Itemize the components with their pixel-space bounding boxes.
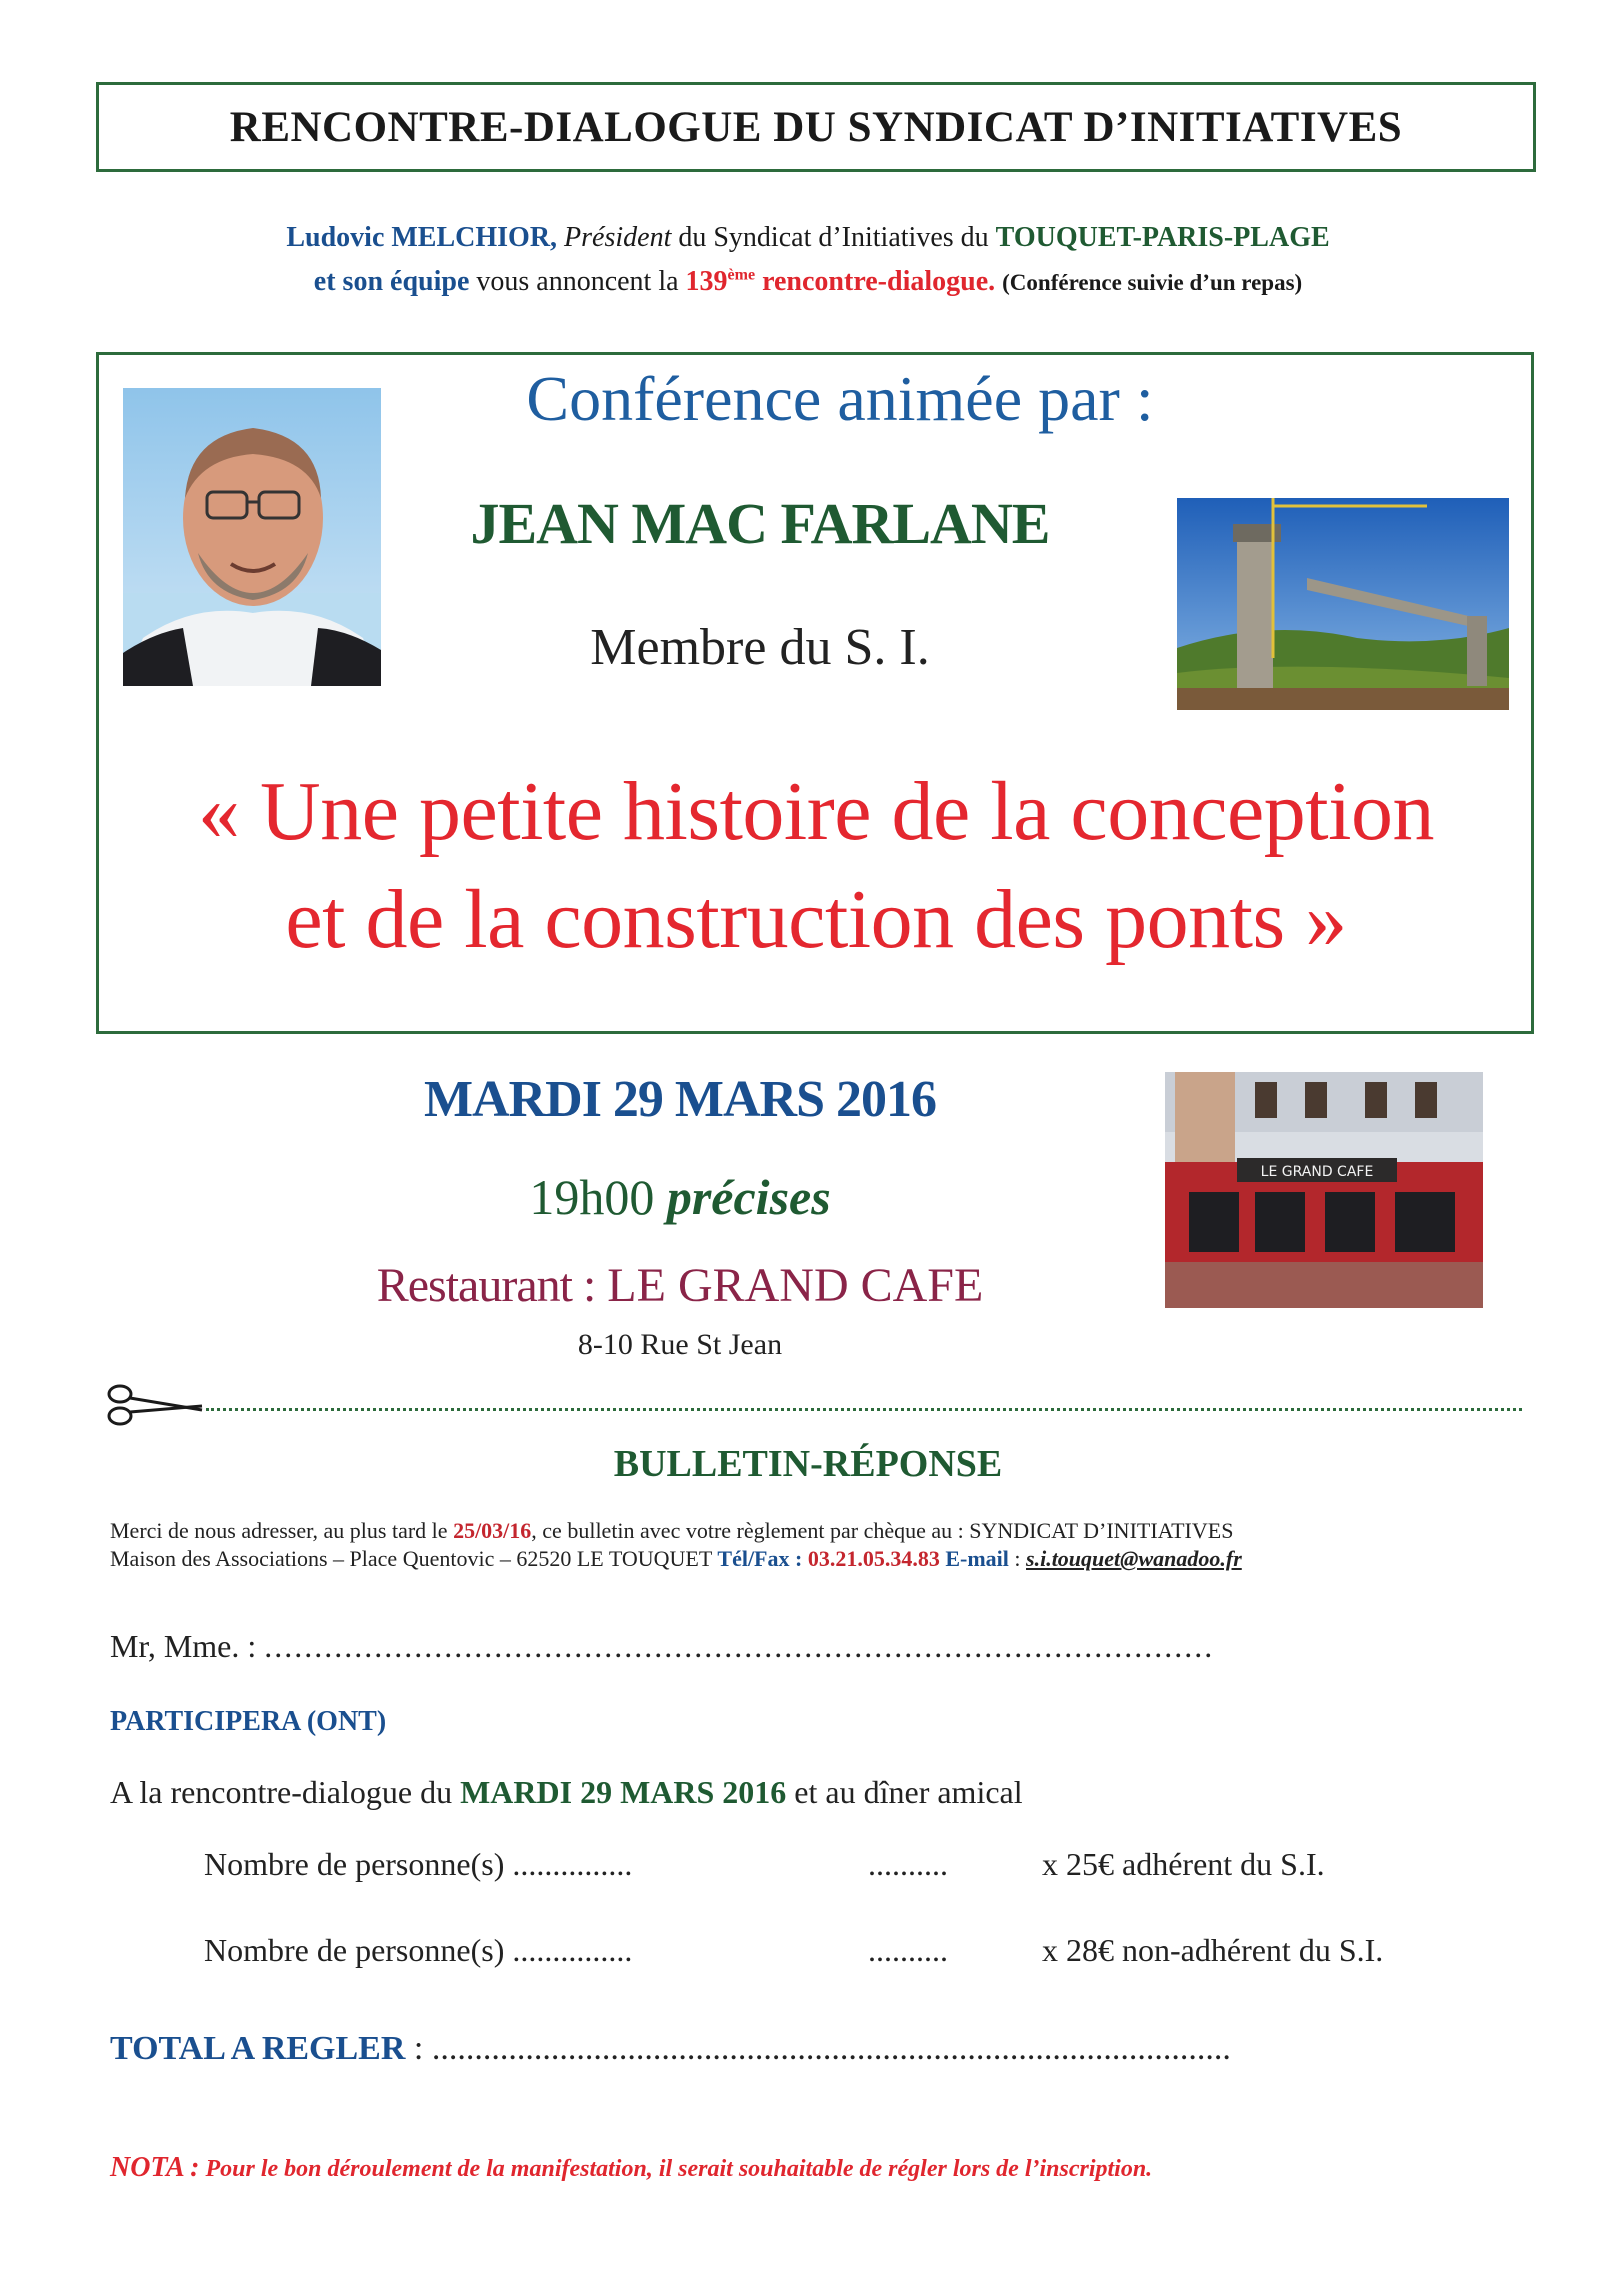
cut-line — [206, 1408, 1522, 1411]
intro-number: 139 — [685, 266, 728, 297]
nota — [110, 2152, 1152, 2184]
event-date: MARDI 29 MARS 2016 — [423, 1071, 937, 1128]
venue-label: Restaurant : — [376, 1259, 596, 1312]
bulletin-title: BULLETIN-RÉPONSE — [613, 1443, 1003, 1485]
talk-title-line-1: « Une petite histoire de la conception — [198, 765, 1434, 858]
non-member-count-row[interactable] — [204, 1932, 1384, 1969]
intro-event: rencontre-dialogue. — [755, 266, 996, 297]
intro-text-2: vous annoncent la — [469, 266, 686, 297]
nota-label: NOTA : — [110, 2152, 200, 2183]
member-count-field[interactable]: .......... — [868, 1846, 948, 1882]
non-member-count-label: Nombre de personne(s) ............... — [204, 1932, 633, 1968]
event-time — [330, 1168, 1030, 1226]
member-count-row[interactable] — [204, 1846, 1325, 1883]
name-dots: ............................................................................................... — [264, 1628, 1215, 1664]
note-text-1a: Merci de nous adresser, au plus tard le — [110, 1518, 454, 1543]
tel-label: Tél/Fax : — [717, 1546, 803, 1571]
header-box — [96, 82, 1536, 172]
event-time-value: 19h00 — [529, 1169, 655, 1225]
intro-text-1: du Syndicat d’Initiatives du — [671, 222, 996, 253]
nota-text: Pour le bon déroulement de la manifestation, il serait souhaitable de régler lors de l’inscription. — [199, 2156, 1153, 2182]
name-label: Mr, Mme. : — [110, 1628, 257, 1664]
invite-text-a: A la rencontre-dialogue du — [110, 1774, 461, 1810]
invite-text-b: et au dîner amical — [786, 1774, 1023, 1810]
talk-title — [100, 758, 1532, 974]
total-dots: : .............................................................................................. — [405, 2030, 1231, 2067]
president-role: Président — [564, 222, 672, 253]
email-link[interactable]: s.i.touquet@wanadoo.fr — [1026, 1546, 1242, 1571]
name-field[interactable] — [110, 1628, 1214, 1665]
cafe-photo — [1165, 1072, 1483, 1308]
total-label: TOTAL A REGLER — [110, 2030, 406, 2067]
intro-team: et son équipe — [313, 266, 470, 297]
speaker-name: JEAN MAC FARLANE — [470, 491, 1050, 556]
deadline: 25/03/16 — [453, 1518, 532, 1543]
member-count-label: Nombre de personne(s) ............... — [204, 1846, 633, 1882]
invite-date: MARDI 29 MARS 2016 — [460, 1774, 787, 1810]
invite-line — [110, 1774, 1023, 1811]
intro-note: (Conférence suivie d’un repas) — [1002, 270, 1303, 295]
speaker-role: Membre du S. I. — [590, 619, 930, 676]
intro-line-2 — [0, 266, 1616, 298]
bulletin-note-2 — [110, 1546, 1242, 1572]
event-time-note: précises — [666, 1169, 831, 1225]
non-member-price: x 28€ non-adhérent du S.I. — [1042, 1932, 1384, 1968]
venue — [230, 1258, 1130, 1313]
participate-label: PARTICIPERA (ONT) — [110, 1706, 387, 1737]
email-label: E-mail — [945, 1546, 1009, 1571]
cafe-sign-text: LE GRAND CAFE — [1260, 1164, 1374, 1180]
scissors-icon — [106, 1380, 206, 1430]
note-text-2a: Maison des Associations – Place Quentovic – 62520 LE TOUQUET — [110, 1546, 718, 1571]
total-field[interactable] — [110, 2030, 1231, 2068]
tel-number: 03.21.05.34.83 — [802, 1546, 940, 1571]
venue-address: 8-10 Rue St Jean — [577, 1328, 783, 1361]
header-title: RENCONTRE-DIALOGUE DU SYNDICAT D’INITIATIVES — [229, 103, 1403, 151]
non-member-count-field[interactable]: .......... — [868, 1932, 948, 1968]
intro-place: TOUQUET-PARIS-PLAGE — [995, 222, 1330, 253]
member-price: x 25€ adhérent du S.I. — [1042, 1846, 1325, 1882]
conference-heading: Conférence animée par : — [526, 363, 1154, 434]
talk-title-line-2: et de la construction des ponts » — [285, 873, 1347, 966]
speaker-photo — [123, 388, 381, 686]
venue-name: LE GRAND CAFE — [607, 1259, 984, 1312]
bulletin-note-1 — [110, 1518, 1233, 1544]
bridge-photo — [1177, 498, 1509, 710]
president-name: Ludovic MELCHIOR, — [286, 222, 558, 253]
intro-suffix: ème — [727, 266, 756, 284]
intro-line-1 — [0, 222, 1616, 254]
email-separator: : — [1008, 1546, 1027, 1571]
note-text-1b: , ce bulletin avec votre règlement par chèque au : SYNDICAT D’INITIATIVES — [531, 1518, 1234, 1543]
